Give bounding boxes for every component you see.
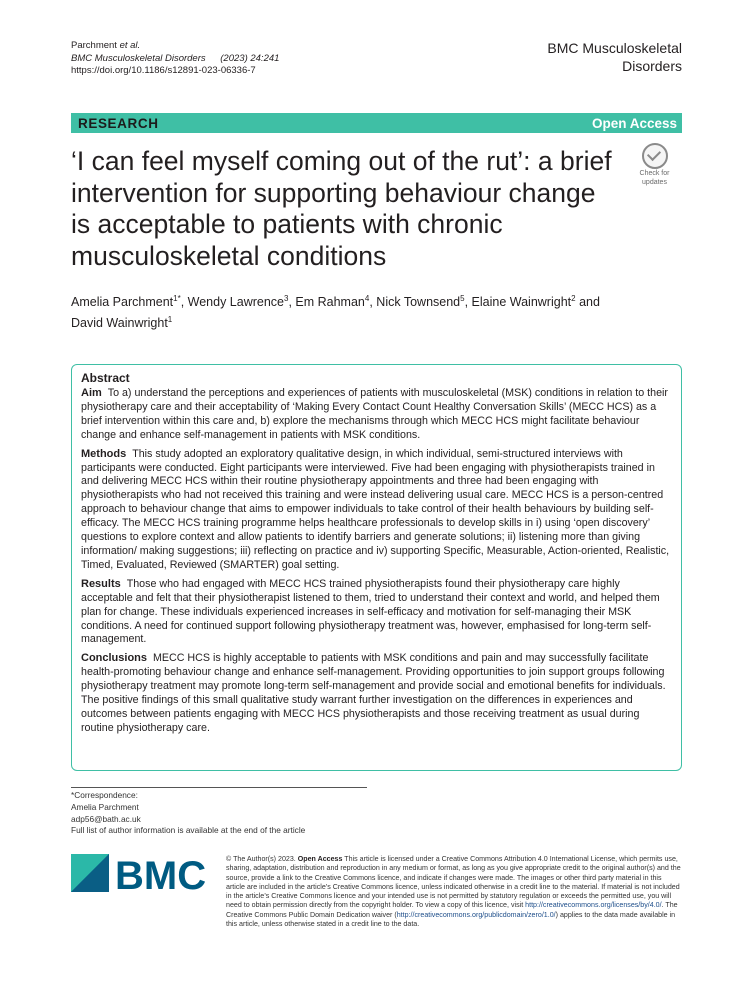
author-info-note: Full list of author information is available at the end of the article <box>71 825 306 836</box>
author-affiliation-sup: 2 <box>571 294 576 303</box>
correspondence-label: *Correspondence: <box>71 790 138 800</box>
author: David Wainwright$^1$ <box>71 315 173 331</box>
section-label: Results <box>81 577 121 590</box>
citation-journal-line <box>71 53 279 66</box>
author-affiliation-sup: 1* <box>173 294 181 303</box>
abstract-results <box>81 578 672 648</box>
article-type-banner <box>71 113 682 133</box>
author-affiliation-sup: 1 <box>167 315 173 325</box>
author-affiliation-sup: 5 <box>460 294 465 303</box>
article-title: ‘I can feel myself coming out of the rut’: a brief intervention for supporting behaviour change is acceptable to patients with chronic musculoskeletal conditions <box>71 146 612 271</box>
correspondence-email[interactable]: adp56@bath.ac.uk <box>71 813 141 824</box>
bmc-logo <box>71 852 211 894</box>
badge-line1: Check for <box>639 170 670 177</box>
correspondence-name: Amelia Parchment <box>71 801 139 812</box>
doi-link[interactable]: https://doi.org/10.1186/s12891-023-06336-7 <box>71 65 256 76</box>
check-icon <box>642 143 668 169</box>
journal-name-line1: BMC Musculoskeletal <box>547 40 682 56</box>
check-for-updates-badge[interactable] <box>627 143 682 186</box>
first-author: Parchment <box>71 40 117 51</box>
cc-by-license-link[interactable]: http://creativecommons.org/licenses/by/4.0/ <box>525 901 662 910</box>
citation-year-volume: (2023) 24:241 <box>220 52 280 64</box>
article-type-label: RESEARCH <box>78 115 159 131</box>
abstract-methods <box>81 448 672 573</box>
open-access-inline: Open Access <box>297 855 343 863</box>
section-label: Conclusions <box>81 652 148 665</box>
author-affiliation-sup: 4 <box>364 294 370 303</box>
citation-journal: BMC Musculoskeletal Disorders <box>71 52 206 64</box>
license-text: © The Author(s) 2023. Open Access This article is licensed under a Creative Commons Attribution 4.0 International License, which permits use, sharing, adaptation, distribution and reproduction in any medium or format, as long as you give appropriate credit to the original author(s) and the source, provide a link to the Creative Commons licence, and indicate if changes were made. The images or other third party material in this article are included in the article’s Creative Commons licence, unless indicated otherwise in a credit line to the material. If material is not included in the article’s Creative Commons licence and your intended use is not permitted by statutory regulation or exceeds the permitted use, you will need to obtain permission directly from the copyright holder. To view a copy of this licence, visit http://creativecommons.org/licenses/by/4.0/. The Creative Commons Public Domain Dedication waiver (http://creativecommons.org/publicdomain/zero/1.0/) applies to the data made available in this article, unless otherwise stated in a credit line to the data. <box>226 855 681 929</box>
citation-header <box>71 40 279 78</box>
section-text: To a) understand the perceptions and experiences of patients with musculoskeletal (MSK) conditions in relation to their physiotherapy care and their acceptability of ‘Making Every Contact Count Healthy Conversation Skills’ (MECC HCS) as a brief intervention within this care and, b) explore the mechanisms through which MECC HCS might facilitate behaviour change and enhance self-management in patients with MSK conditions. <box>81 387 668 441</box>
section-text: MECC HCS is highly acceptable to patients with MSK conditions and pain and may successfully facilitate health-promoting behaviour change and enhance self-management. Providing opportunities to join support groups following physiotherapy treatment may promote long-term self-management and provide social and emotional benefits for individuals. The positive findings of this small qualitative study warrant further investigation on the differences in experiences and outcomes between patients engaging with MECC HCS physiotherapists and those receiving treatment as usual during routine physiotherapy care. <box>81 652 666 734</box>
section-text: Those who had engaged with MECC HCS trained physiotherapists found their physiotherapy care highly acceptable and felt that their physiotherapist listened to them, tried to understand their context and world, and helped them plan for change. These individuals experienced increases in self-efficacy and motivation for self-managing their MSK conditions. A need for continued support following physiotherapy treatment was, however, emphasised for long-term self-management. <box>81 577 660 646</box>
abstract-box <box>71 364 682 771</box>
citation-authors <box>71 40 279 53</box>
section-label: Methods <box>81 447 127 460</box>
abstract-heading: Abstract <box>81 371 130 385</box>
author-list: Amelia Parchment$^{1*}$, Wendy Lawrence$^3$, Em Rahman$^4$, Nick Townsend$^5$, Elaine Wainwright$^2$ and David Wainwright$^1$ <box>71 294 600 331</box>
abstract-conclusions <box>81 652 672 735</box>
et-al: et al. <box>119 40 141 51</box>
author: Wendy Lawrence$^3$ <box>187 294 289 310</box>
journal-name-line2: Disorders <box>622 58 682 74</box>
author: Amelia Parchment$^{1*}$ <box>71 294 181 310</box>
abstract-aim <box>81 387 672 443</box>
cc-zero-waiver-link[interactable]: http://creativecommons.org/publicdomain/zero/1.0/ <box>396 910 556 919</box>
author: Elaine Wainwright$^2$ <box>471 294 576 310</box>
correspondence-note <box>71 787 367 837</box>
bmc-logo-text: BMC <box>115 854 207 894</box>
bmc-logo-icon <box>71 852 211 894</box>
author: Em Rahman$^4$ <box>295 294 370 310</box>
section-label: Aim <box>81 387 102 399</box>
journal-name <box>547 39 682 75</box>
section-text: This study adopted an exploratory qualitative design, in which individual, semi-structured interviews with participants were conducted. Eight participants were interviewed. Five had been engaging with physiotherapists trained in and delivering MECC HCS within their routine physiotherapy appointments and three had been engaging with physiotherapists who had not received this training and were instead delivering usual care. MECC HCS is a person-centred approach to behaviour change that aims to empower individuals to take control of their health behaviours by building self-efficacy. The MECC HCS training programme helps healthcare professionals to develop skills in i) using ‘open discovery’ questions to explore context and allow patients to identify barriers and generate solutions; ii) listening more than giving information/ making suggestions; iii) reflecting on practice and iv) supporting Specific, Measurable, Action-oriented, Realistic, Timed, Evaluated, Reviewed (SMARTER) goal setting. <box>81 447 670 571</box>
open-access-label: Open Access <box>591 115 677 131</box>
author-affiliation-sup: 3 <box>284 294 289 303</box>
author: Nick Townsend$^5$ <box>376 294 465 310</box>
badge-line2: updates <box>642 178 667 186</box>
